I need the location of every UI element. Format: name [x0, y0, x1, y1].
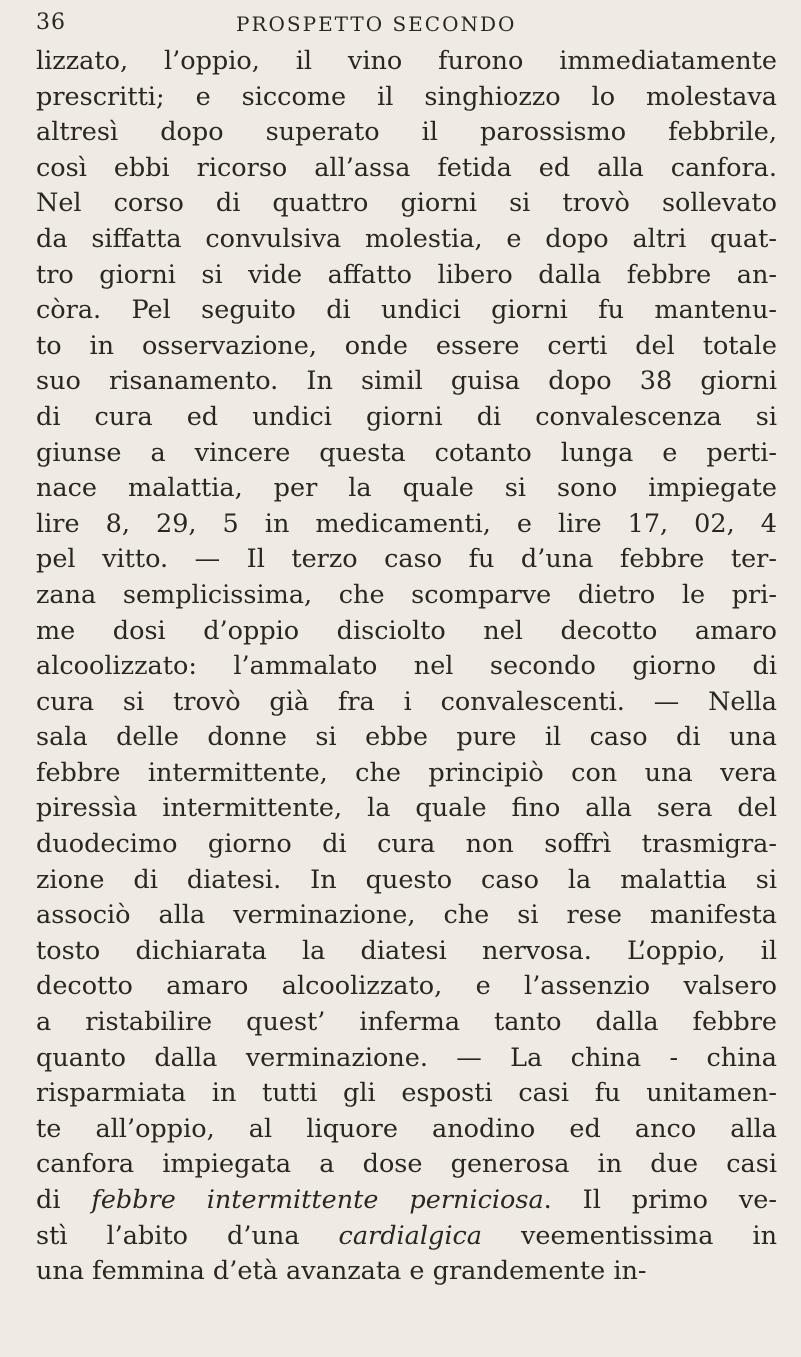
text-run: di	[36, 1185, 92, 1215]
text-run: di cura ed undici giorni di convalescenza si	[36, 401, 777, 432]
text-run: prescritti; e siccome il singhiozzo lo molestava	[36, 81, 777, 112]
text-run: risparmiata in tutti gli esposti casi fu unitamen-	[36, 1078, 777, 1109]
text-run: tro giorni si vide affatto libero dalla febbre an-	[36, 259, 777, 290]
text-line	[36, 1254, 777, 1290]
text-line	[36, 80, 777, 116]
text-run: duodecimo giorno di cura non soffrì trasmigra-	[36, 829, 777, 860]
text-run: così ebbi ricorso all’assa fetida ed alla canfora.	[36, 152, 777, 183]
text-line	[36, 1041, 777, 1077]
text-line	[36, 186, 777, 222]
text-line	[36, 720, 777, 756]
text-run: zione di diatesi. In questo caso la malattia si	[36, 864, 777, 895]
text-line	[36, 293, 777, 329]
page-number: 36	[36, 10, 66, 35]
text-line	[36, 1183, 777, 1219]
text-run: quanto dalla verminazione. — La china - china	[36, 1042, 777, 1073]
text-line	[36, 364, 777, 400]
text-run: me dosi d’oppio disciolto nel decotto amaro	[36, 615, 777, 646]
text-line	[36, 578, 777, 614]
text-run: decotto amaro alcoolizzato, e l’assenzio valsero	[36, 971, 777, 1002]
text-line	[36, 329, 777, 365]
text-run: nace malattia, per la quale si sono impiegate	[36, 473, 777, 504]
text-line	[36, 400, 777, 436]
text-run: una femmina d’età avanzata e grandemente in-	[36, 1256, 647, 1287]
text-run: febbre intermittente, che principiò con una vera	[36, 757, 777, 788]
italic-phrase: febbre intermittente perniciosa	[91, 1185, 544, 1215]
text-run: cura si trovò già fra i convalescenti. — Nella	[36, 686, 777, 717]
text-line	[36, 969, 777, 1005]
text-run: lizzato, l’oppio, il vino furono immediatamente	[36, 46, 777, 76]
text-line	[36, 151, 777, 187]
text-run: còra. Pel seguito di undici giorni fu mantenu-	[36, 295, 777, 326]
text-line	[36, 756, 777, 792]
text-line	[36, 685, 777, 721]
running-head: PROSPETTO SECONDO	[236, 12, 517, 36]
text-run: alcoolizzato: l’ammalato nel secondo giorno di	[36, 651, 777, 682]
text-run: to in osservazione, onde essere certi del totale	[36, 330, 777, 361]
text-run: veementissima in	[482, 1220, 777, 1251]
italic-phrase: cardialgica	[338, 1220, 483, 1251]
text-line	[36, 471, 777, 507]
text-run: altresì dopo superato il parossismo febbrile,	[36, 117, 777, 148]
text-line	[36, 1076, 777, 1112]
text-line	[36, 863, 777, 899]
text-run: giunse a vincere questa cotanto lunga e perti-	[36, 437, 777, 468]
text-line	[36, 507, 777, 543]
text-line	[36, 649, 777, 685]
text-run: lire 8, 29, 5 in medicamenti, e lire 17, 02, 4	[36, 508, 777, 539]
text-run: Nel corso di quattro giorni si trovò sollevato	[36, 188, 777, 219]
text-line	[36, 1147, 777, 1183]
text-line	[36, 222, 777, 258]
text-run: associò alla verminazione, che si rese manifesta	[36, 900, 777, 931]
text-line	[36, 934, 777, 970]
text-run: canfora impiegata a dose generosa in due casi	[36, 1149, 777, 1180]
page-header	[36, 8, 777, 44]
text-run: pel vitto. — Il terzo caso fu d’una febbre ter-	[36, 544, 777, 575]
text-line	[36, 1112, 777, 1148]
text-line	[36, 1005, 777, 1041]
text-run: sala delle donne si ebbe pure il caso di una	[36, 722, 777, 753]
text-run: stì l’abito d’una	[36, 1220, 339, 1251]
text-line	[36, 542, 777, 578]
text-line	[36, 44, 777, 80]
text-run: piressìa intermittente, la quale fino alla sera del	[36, 793, 777, 824]
text-run: suo risanamento. In simil guisa dopo 38 giorni	[36, 366, 777, 397]
text-line	[36, 898, 777, 934]
text-line	[36, 258, 777, 294]
text-line	[36, 791, 777, 827]
text-line	[36, 115, 777, 151]
text-line	[36, 1219, 777, 1255]
text-run: . Il primo ve-	[543, 1185, 777, 1215]
text-line	[36, 614, 777, 650]
text-run: te all’oppio, al liquore anodino ed anco alla	[36, 1113, 777, 1144]
text-run: tosto dichiarata la diatesi nervosa. L’oppio, il	[36, 935, 777, 966]
text-run: da siffatta convulsiva molestia, e dopo altri quat-	[36, 223, 777, 254]
text-line	[36, 436, 777, 472]
text-run: a ristabilire quest’ inferma tanto dalla febbre	[36, 1007, 777, 1038]
text-line	[36, 827, 777, 863]
body-text	[36, 44, 777, 1290]
text-run: zana semplicissima, che scomparve dietro le pri-	[36, 579, 777, 610]
